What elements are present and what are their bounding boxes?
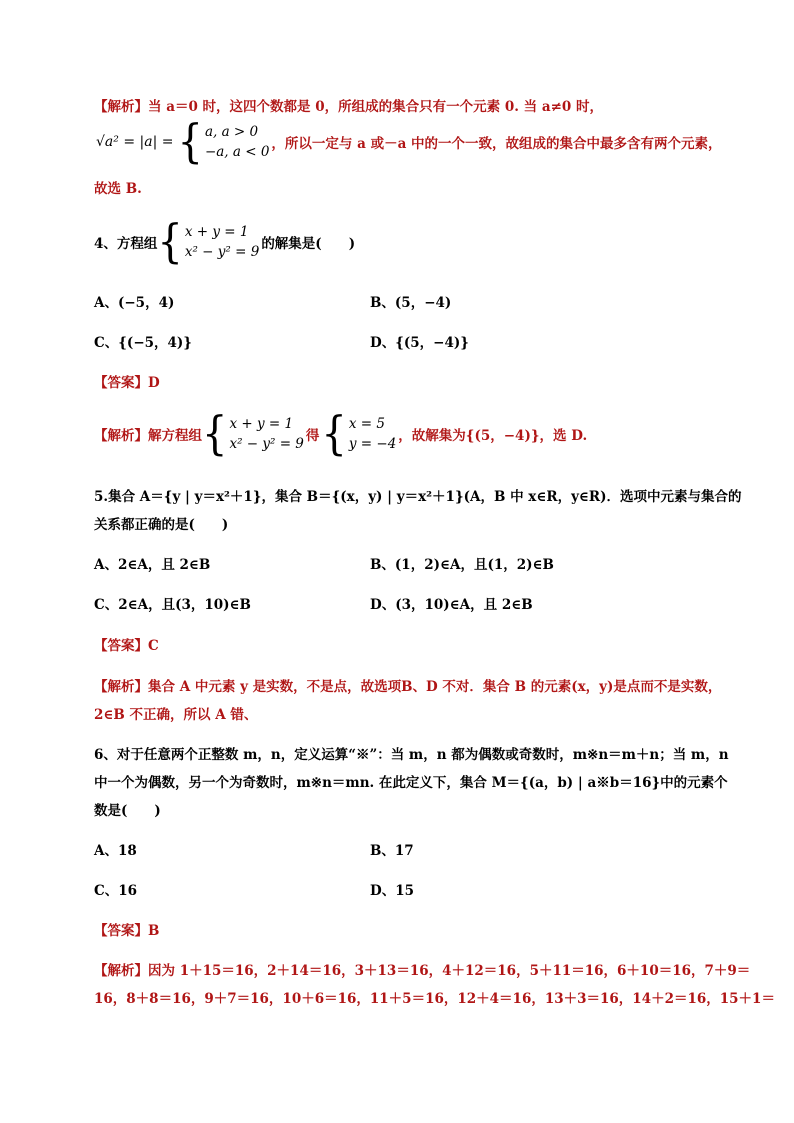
q5-stem-line2: 关系都正确的是( ): [94, 517, 229, 533]
q4-solution-eq2: y = −4: [348, 436, 397, 452]
q4-solution-eq1: x = 5: [348, 416, 385, 432]
q4-analysis-eq1: x + y = 1: [229, 416, 294, 432]
left-brace: {: [177, 115, 203, 169]
q4-system: [185, 222, 259, 262]
q4-answer: 【答案】D: [94, 375, 160, 391]
piece-row-2: −a, a < 0: [204, 144, 270, 160]
q4-option-c: C、{(−5，4)}: [94, 335, 192, 351]
q5-stem-line1: 5.集合 A＝{y | y＝x²＋1}，集合 B＝{(x，y) | y＝x²＋1}(A，B 中 x∈R，y∈R)．选项中元素与集合的: [94, 489, 742, 505]
q5-answer: 【答案】C: [94, 638, 159, 654]
q4-solution-system: [349, 414, 396, 454]
q6-analysis-line2: 16，8＋8＝16，9＋7＝16，10＋6＝16，11＋5＝16，12＋4＝16，13＋3＝16，14＋2＝16，15＋1＝: [94, 991, 775, 1007]
q5-option-a: A、2∈A，且 2∈B: [94, 557, 211, 573]
left-brace: {: [321, 407, 347, 461]
q6-stem-line3: 数是( ): [94, 803, 161, 819]
q4-option-d: D、{(5，−4)}: [370, 335, 469, 351]
q6-answer: 【答案】B: [94, 923, 160, 939]
q6-option-a: A、18: [94, 843, 137, 859]
q4-stem-suffix: 的解集是( ): [261, 236, 356, 252]
q3-analysis-line3: 故选 B.: [94, 181, 142, 197]
q6-option-d: D、15: [370, 883, 414, 899]
q4-option-a: A、(−5，4): [94, 295, 175, 311]
q4-analysis-prefix: 【解析】解方程组: [94, 428, 202, 444]
q4-stem: [94, 215, 356, 269]
q4-analysis: [94, 407, 588, 461]
q3-analysis-line1: 【解析】当 a＝0 时，这四个数都是 0，所组成的集合只有一个元素 0. 当 a≠0 时，: [94, 99, 603, 115]
q4-analysis-mid: 得: [305, 428, 320, 444]
q5-analysis-line1: 【解析】集合 A 中元素 y 是实数，不是点，故选项B、D 不对．集合 B 的元素(x，y)是点而不是实数，: [94, 679, 722, 695]
q6-analysis-line1: 【解析】因为 1＋15＝16，2＋14＝16，3＋13＝16，4＋12＝16，5＋11＝16，6＋10＝16，7＋9＝: [94, 963, 751, 979]
piecewise-rows: [205, 122, 269, 162]
q5-analysis-line2: 2∈B 不正确，所以 A 错、: [94, 707, 258, 723]
q6-stem-line1: 6、对于任意两个正整数 m，n，定义运算“※”：当 m，n 都为偶数或奇数时，m※n＝m＋n；当 m，n: [94, 747, 729, 763]
q4-analysis-system: [229, 414, 303, 454]
piece-row-1: a, a > 0: [204, 124, 259, 140]
q5-option-c: C、2∈A，且(3，10)∈B: [94, 597, 251, 613]
q5-option-d: D、(3，10)∈A，且 2∈B: [370, 597, 533, 613]
q4-eq2: x² − y² = 9: [184, 244, 260, 260]
q6-option-b: B、17: [370, 843, 414, 859]
left-brace: {: [157, 215, 183, 269]
q3-piecewise: [96, 115, 722, 169]
q4-analysis-eq2: x² − y² = 9: [229, 436, 304, 452]
q4-option-b: B、(5，−4): [370, 295, 452, 311]
q5-option-b: B、(1，2)∈A，且(1，2)∈B: [370, 557, 554, 573]
q3-analysis-line2: ，所以一定与 a 或－a 中的一个一致，故组成的集合中最多含有两个元素，: [271, 136, 722, 152]
q6-stem-line2: 中一个为偶数，另一个为奇数时，m※n＝mn. 在此定义下，集合 M＝{(a，b) | a※b＝16}中的元素个: [94, 775, 728, 791]
left-brace: {: [202, 407, 228, 461]
sqrt-expression: √a² = |a| =: [96, 134, 174, 150]
q6-option-c: C、16: [94, 883, 138, 899]
q4-analysis-suffix: ，故解集为{(5，−4)}，选 D.: [398, 428, 588, 444]
q4-stem-prefix: 4、方程组: [94, 236, 158, 252]
q4-eq1: x + y = 1: [184, 224, 249, 240]
